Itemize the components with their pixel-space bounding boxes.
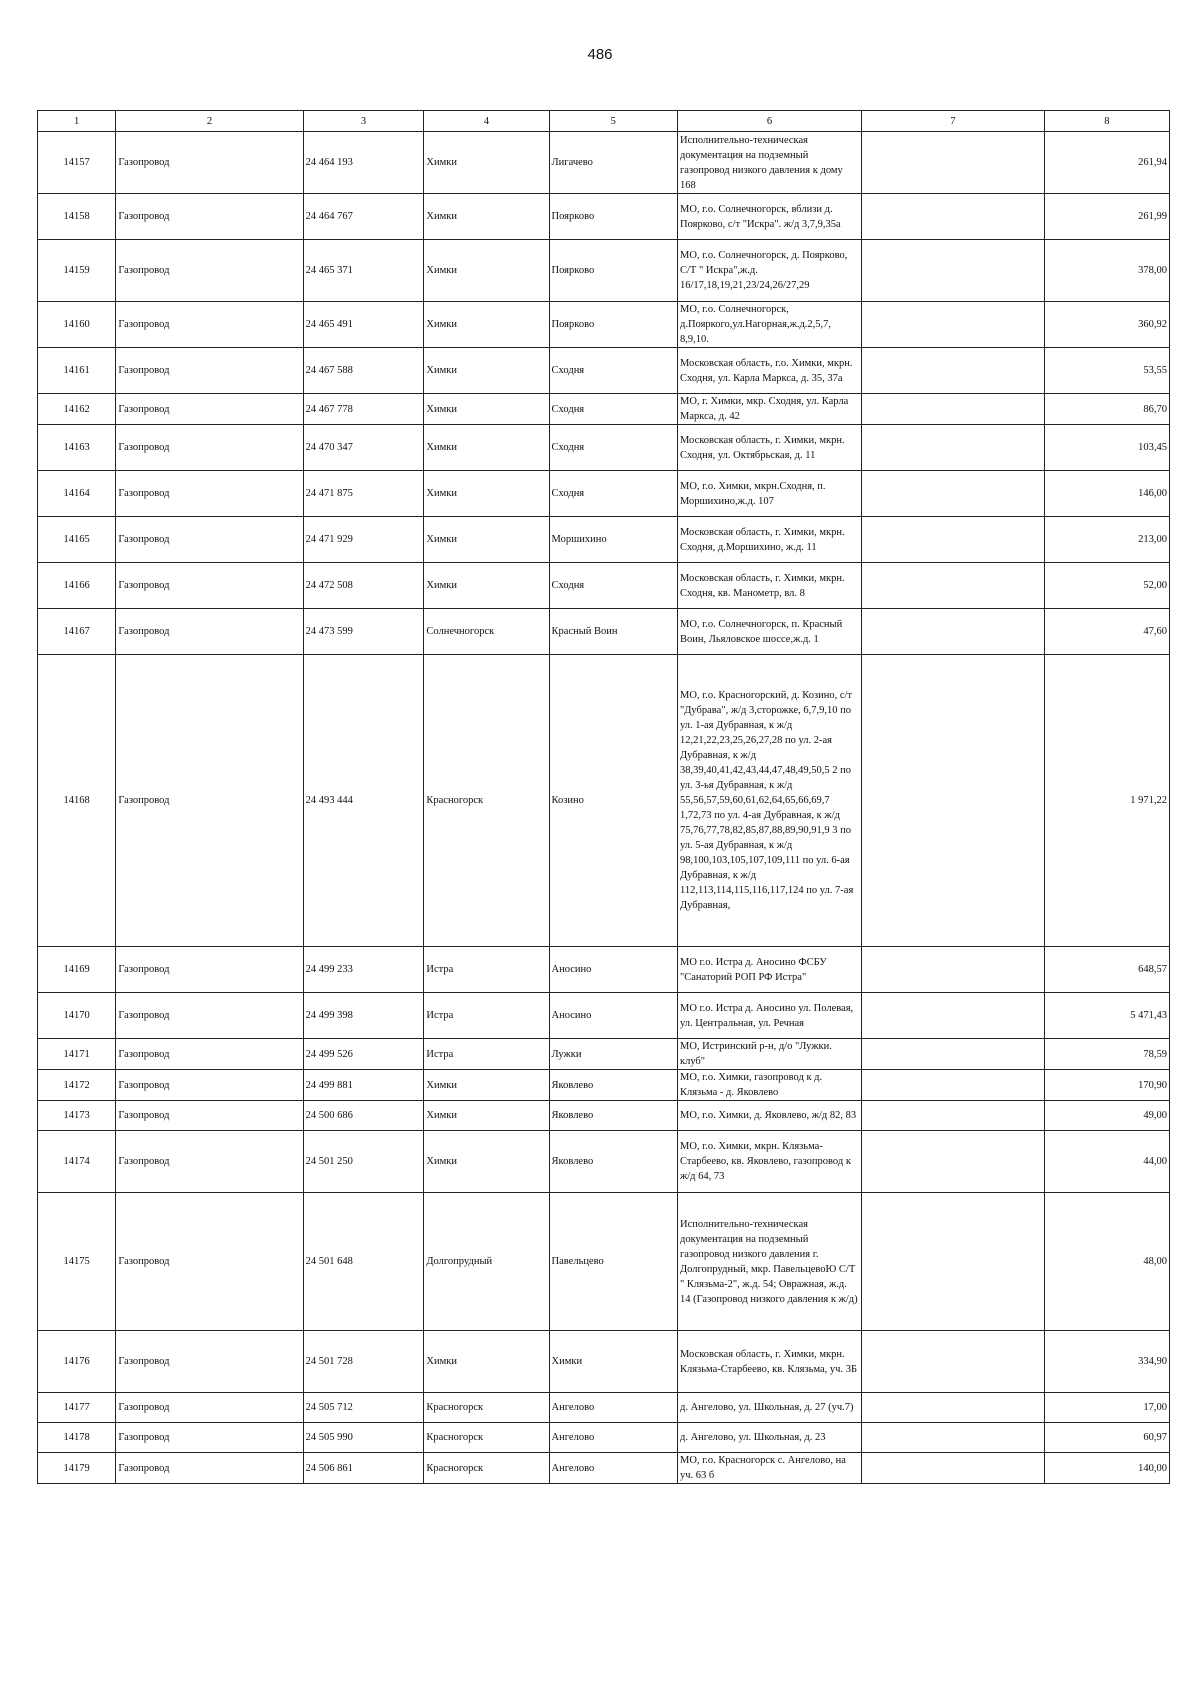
object-code-cell: 24 471 929 xyxy=(303,517,424,563)
value-cell: 60,97 xyxy=(1044,1423,1169,1453)
object-name-cell: Газопровод xyxy=(116,1101,303,1131)
object-name-cell: Газопровод xyxy=(116,1393,303,1423)
district-cell: Химки xyxy=(424,240,549,302)
district-cell: Химки xyxy=(424,1331,549,1393)
object-name-cell: Газопровод xyxy=(116,240,303,302)
object-name-cell: Газопровод xyxy=(116,425,303,471)
district-cell: Химки xyxy=(424,471,549,517)
object-name-cell: Газопровод xyxy=(116,132,303,194)
value-cell: 261,99 xyxy=(1044,194,1169,240)
address-cell: МО, г.о. Красногорский, д. Козино, с/т "Дубрава", ж/д 3,сторожке, 6,7,9,10 по ул. 1-ая Дубравная, к ж/д 12,21,22,23,25,26,27,28 по ул. 2-ая Дубравная, к ж/д 38,39,40,41,42,43,44,47,48,49,50,5 2 по ул. 3-ья Дубравная, к ж/д 55,56,57,59,60,61,62,64,65,66,69,7 1,72,73 по ул. 4-ая Дубравная, к ж/д 75,76,77,78,82,85,87,88,89,90,91,9 3 по ул. 5-ая Дубравная, к ж/д 98,100,103,105,107,109,111 по ул. 6-ая Дубравная, к ж/д 112,113,114,115,116,117,124 по ул. 7-ая Дубравная, xyxy=(677,655,861,947)
row-number-cell: 14160 xyxy=(38,302,116,348)
column-header: 2 xyxy=(116,111,303,132)
value-cell: 52,00 xyxy=(1044,563,1169,609)
note-cell xyxy=(861,132,1044,194)
column-header: 4 xyxy=(424,111,549,132)
row-number-cell: 14170 xyxy=(38,993,116,1039)
object-code-cell: 24 467 588 xyxy=(303,348,424,394)
object-code-cell: 24 499 881 xyxy=(303,1070,424,1101)
address-cell: МО, г. Химки, мкр. Сходня, ул. Карла Маркса, д. 42 xyxy=(677,394,861,425)
object-name-cell: Газопровод xyxy=(116,394,303,425)
object-code-cell: 24 499 233 xyxy=(303,947,424,993)
value-cell: 1 971,22 xyxy=(1044,655,1169,947)
locality-cell: Лужки xyxy=(549,1039,677,1070)
district-cell: Истра xyxy=(424,1039,549,1070)
locality-cell: Поярково xyxy=(549,302,677,348)
value-cell: 86,70 xyxy=(1044,394,1169,425)
table-row xyxy=(38,302,1170,348)
value-cell: 5 471,43 xyxy=(1044,993,1169,1039)
object-name-cell: Газопровод xyxy=(116,609,303,655)
object-code-cell: 24 499 526 xyxy=(303,1039,424,1070)
object-name-cell: Газопровод xyxy=(116,993,303,1039)
row-number-cell: 14165 xyxy=(38,517,116,563)
district-cell: Химки xyxy=(424,194,549,240)
table-row xyxy=(38,425,1170,471)
object-name-cell: Газопровод xyxy=(116,471,303,517)
locality-cell: Сходня xyxy=(549,563,677,609)
district-cell: Красногорск xyxy=(424,1393,549,1423)
district-cell: Химки xyxy=(424,425,549,471)
registry-table xyxy=(37,110,1170,1484)
locality-cell: Моршихино xyxy=(549,517,677,563)
object-code-cell: 24 501 728 xyxy=(303,1331,424,1393)
table-row xyxy=(38,394,1170,425)
table-row xyxy=(38,563,1170,609)
note-cell xyxy=(861,471,1044,517)
object-code-cell: 24 472 508 xyxy=(303,563,424,609)
locality-cell: Сходня xyxy=(549,471,677,517)
object-code-cell: 24 500 686 xyxy=(303,1101,424,1131)
locality-cell: Химки xyxy=(549,1331,677,1393)
object-name-cell: Газопровод xyxy=(116,947,303,993)
object-code-cell: 24 465 491 xyxy=(303,302,424,348)
table-row xyxy=(38,240,1170,302)
district-cell: Химки xyxy=(424,302,549,348)
object-name-cell: Газопровод xyxy=(116,1331,303,1393)
object-name-cell: Газопровод xyxy=(116,1070,303,1101)
value-cell: 49,00 xyxy=(1044,1101,1169,1131)
district-cell: Красногорск xyxy=(424,1453,549,1484)
value-cell: 44,00 xyxy=(1044,1131,1169,1193)
value-cell: 103,45 xyxy=(1044,425,1169,471)
object-name-cell: Газопровод xyxy=(116,1193,303,1331)
object-code-cell: 24 471 875 xyxy=(303,471,424,517)
table-row xyxy=(38,947,1170,993)
locality-cell: Яковлево xyxy=(549,1101,677,1131)
row-number-cell: 14174 xyxy=(38,1131,116,1193)
locality-cell: Сходня xyxy=(549,394,677,425)
locality-cell: Аносино xyxy=(549,947,677,993)
object-code-cell: 24 505 990 xyxy=(303,1423,424,1453)
row-number-cell: 14176 xyxy=(38,1331,116,1393)
value-cell: 378,00 xyxy=(1044,240,1169,302)
value-cell: 53,55 xyxy=(1044,348,1169,394)
row-number-cell: 14164 xyxy=(38,471,116,517)
district-cell: Химки xyxy=(424,517,549,563)
value-cell: 47,60 xyxy=(1044,609,1169,655)
object-code-cell: 24 501 648 xyxy=(303,1193,424,1331)
table-row xyxy=(38,1039,1170,1070)
value-cell: 261,94 xyxy=(1044,132,1169,194)
column-number-row xyxy=(38,111,1170,132)
note-cell xyxy=(861,655,1044,947)
district-cell: Химки xyxy=(424,132,549,194)
address-cell: Московская область, г.о. Химки, мкрн. Сходня, ул. Карла Маркса, д. 35, 37а xyxy=(677,348,861,394)
row-number-cell: 14175 xyxy=(38,1193,116,1331)
table-row xyxy=(38,993,1170,1039)
value-cell: 334,90 xyxy=(1044,1331,1169,1393)
district-cell: Долгопрудный xyxy=(424,1193,549,1331)
object-name-cell: Газопровод xyxy=(116,1131,303,1193)
note-cell xyxy=(861,425,1044,471)
district-cell: Химки xyxy=(424,563,549,609)
locality-cell: Поярково xyxy=(549,240,677,302)
district-cell: Истра xyxy=(424,993,549,1039)
object-code-cell: 24 467 778 xyxy=(303,394,424,425)
row-number-cell: 14166 xyxy=(38,563,116,609)
column-header: 5 xyxy=(549,111,677,132)
address-cell: МО г.о. Истра д. Аносино ул. Полевая, ул. Центральная, ул. Речная xyxy=(677,993,861,1039)
object-name-cell: Газопровод xyxy=(116,563,303,609)
address-cell: МО, г.о. Солнечногорск, д. Поярково, С/Т " Искра",ж.д. 16/17,18,19,21,23/24,26/27,29 xyxy=(677,240,861,302)
table-row xyxy=(38,609,1170,655)
note-cell xyxy=(861,394,1044,425)
column-header: 1 xyxy=(38,111,116,132)
object-code-cell: 24 506 861 xyxy=(303,1453,424,1484)
note-cell xyxy=(861,1131,1044,1193)
row-number-cell: 14161 xyxy=(38,348,116,394)
column-header: 6 xyxy=(677,111,861,132)
address-cell: Московская область, г. Химки, мкрн. Сходня, д.Моршихино, ж.д. 11 xyxy=(677,517,861,563)
address-cell: МО, г.о. Химки, д. Яковлево, ж/д 82, 83 xyxy=(677,1101,861,1131)
address-cell: Московская область, г. Химки, мкрн. Сходня, кв. Манометр, вл. 8 xyxy=(677,563,861,609)
note-cell xyxy=(861,1193,1044,1331)
address-cell: Московская область, г. Химки, мкрн. Клязьма-Старбеево, кв. Клязьма, уч. 3Б xyxy=(677,1331,861,1393)
row-number-cell: 14159 xyxy=(38,240,116,302)
page-number: 486 xyxy=(587,46,613,63)
column-header: 8 xyxy=(1044,111,1169,132)
address-cell: Исполнительно-техническая документация на подземный газопровод низкого давления г. Долгопрудный, мкр. ПавельцевоЮ С/Т " Клязьма-2", ж.д. 54; Овражная, ж.д. 14 (Газопровод низкого давления к ж/д) xyxy=(677,1193,861,1331)
locality-cell: Ангелово xyxy=(549,1393,677,1423)
district-cell: Истра xyxy=(424,947,549,993)
row-number-cell: 14173 xyxy=(38,1101,116,1131)
table-row xyxy=(38,1393,1170,1423)
table-row xyxy=(38,1453,1170,1484)
note-cell xyxy=(861,1039,1044,1070)
address-cell: МО, Истринский р-н, д/о "Лужки. клуб" xyxy=(677,1039,861,1070)
note-cell xyxy=(861,1070,1044,1101)
district-cell: Химки xyxy=(424,348,549,394)
district-cell: Химки xyxy=(424,1131,549,1193)
row-number-cell: 14169 xyxy=(38,947,116,993)
value-cell: 170,90 xyxy=(1044,1070,1169,1101)
address-cell: Московская область, г. Химки, мкрн. Сходня, ул. Октябрьская, д. 11 xyxy=(677,425,861,471)
address-cell: МО, г.о. Химки, мкрн. Клязьма-Старбеево, кв. Яковлево, газопровод к ж/д 64, 73 xyxy=(677,1131,861,1193)
note-cell xyxy=(861,993,1044,1039)
row-number-cell: 14168 xyxy=(38,655,116,947)
column-header: 7 xyxy=(861,111,1044,132)
object-name-cell: Газопровод xyxy=(116,302,303,348)
note-cell xyxy=(861,563,1044,609)
locality-cell: Яковлево xyxy=(549,1131,677,1193)
value-cell: 648,57 xyxy=(1044,947,1169,993)
note-cell xyxy=(861,194,1044,240)
address-cell: д. Ангелово, ул. Школьная, д. 23 xyxy=(677,1423,861,1453)
table-row xyxy=(38,1423,1170,1453)
district-cell: Солнечногорск xyxy=(424,609,549,655)
object-code-cell: 24 493 444 xyxy=(303,655,424,947)
table-row xyxy=(38,471,1170,517)
row-number-cell: 14162 xyxy=(38,394,116,425)
table-row xyxy=(38,194,1170,240)
value-cell: 213,00 xyxy=(1044,517,1169,563)
row-number-cell: 14167 xyxy=(38,609,116,655)
value-cell: 78,59 xyxy=(1044,1039,1169,1070)
column-header: 3 xyxy=(303,111,424,132)
object-name-cell: Газопровод xyxy=(116,655,303,947)
locality-cell: Сходня xyxy=(549,348,677,394)
object-name-cell: Газопровод xyxy=(116,348,303,394)
row-number-cell: 14179 xyxy=(38,1453,116,1484)
note-cell xyxy=(861,947,1044,993)
locality-cell: Поярково xyxy=(549,194,677,240)
address-cell: МО г.о. Истра д. Аносино ФСБУ "Санаторий РОП РФ Истра" xyxy=(677,947,861,993)
note-cell xyxy=(861,1393,1044,1423)
registry-body xyxy=(38,132,1170,1484)
object-code-cell: 24 505 712 xyxy=(303,1393,424,1423)
row-number-cell: 14171 xyxy=(38,1039,116,1070)
address-cell: МО, г.о. Красногорск с. Ангелово, на уч. 63 б xyxy=(677,1453,861,1484)
address-cell: МО, г.о. Солнечногорск, д.Пояркого,ул.Нагорная,ж.д.2,5,7, 8,9,10. xyxy=(677,302,861,348)
object-name-cell: Газопровод xyxy=(116,1453,303,1484)
table-row xyxy=(38,132,1170,194)
object-code-cell: 24 501 250 xyxy=(303,1131,424,1193)
locality-cell: Яковлево xyxy=(549,1070,677,1101)
address-cell: МО, г.о. Химки, газопровод к д. Клязьма - д. Яковлево xyxy=(677,1070,861,1101)
row-number-cell: 14178 xyxy=(38,1423,116,1453)
value-cell: 17,00 xyxy=(1044,1393,1169,1423)
note-cell xyxy=(861,609,1044,655)
note-cell xyxy=(861,1101,1044,1131)
district-cell: Красногорск xyxy=(424,1423,549,1453)
value-cell: 146,00 xyxy=(1044,471,1169,517)
object-name-cell: Газопровод xyxy=(116,517,303,563)
table-row xyxy=(38,655,1170,947)
table-row xyxy=(38,1193,1170,1331)
table-row xyxy=(38,1331,1170,1393)
note-cell xyxy=(861,1331,1044,1393)
locality-cell: Аносино xyxy=(549,993,677,1039)
row-number-cell: 14158 xyxy=(38,194,116,240)
object-name-cell: Газопровод xyxy=(116,194,303,240)
value-cell: 360,92 xyxy=(1044,302,1169,348)
table-row xyxy=(38,1131,1170,1193)
note-cell xyxy=(861,348,1044,394)
value-cell: 48,00 xyxy=(1044,1193,1169,1331)
district-cell: Химки xyxy=(424,394,549,425)
address-cell: МО, г.о. Солнечногорск, вблизи д. Поярково, с/т "Искра". ж/д 3,7,9,35а xyxy=(677,194,861,240)
object-code-cell: 24 464 767 xyxy=(303,194,424,240)
object-code-cell: 24 499 398 xyxy=(303,993,424,1039)
table-row xyxy=(38,1101,1170,1131)
locality-cell: Павельцево xyxy=(549,1193,677,1331)
row-number-cell: 14163 xyxy=(38,425,116,471)
note-cell xyxy=(861,302,1044,348)
object-name-cell: Газопровод xyxy=(116,1423,303,1453)
locality-cell: Ангелово xyxy=(549,1423,677,1453)
object-code-cell: 24 470 347 xyxy=(303,425,424,471)
row-number-cell: 14177 xyxy=(38,1393,116,1423)
locality-cell: Красный Воин xyxy=(549,609,677,655)
table-row xyxy=(38,1070,1170,1101)
object-code-cell: 24 473 599 xyxy=(303,609,424,655)
locality-cell: Козино xyxy=(549,655,677,947)
note-cell xyxy=(861,517,1044,563)
locality-cell: Ангелово xyxy=(549,1453,677,1484)
district-cell: Химки xyxy=(424,1101,549,1131)
note-cell xyxy=(861,1453,1044,1484)
object-code-cell: 24 465 371 xyxy=(303,240,424,302)
object-code-cell: 24 464 193 xyxy=(303,132,424,194)
district-cell: Химки xyxy=(424,1070,549,1101)
object-name-cell: Газопровод xyxy=(116,1039,303,1070)
note-cell xyxy=(861,240,1044,302)
value-cell: 140,00 xyxy=(1044,1453,1169,1484)
address-cell: Исполнительно-техническая документация на подземный газопровод низкого давления к дому 168 xyxy=(677,132,861,194)
table-row xyxy=(38,348,1170,394)
table-row xyxy=(38,517,1170,563)
address-cell: д. Ангелово, ул. Школьная, д. 27 (уч.7) xyxy=(677,1393,861,1423)
address-cell: МО, г.о. Химки, мкрн.Сходня, п. Моршихино,ж.д. 107 xyxy=(677,471,861,517)
note-cell xyxy=(861,1423,1044,1453)
district-cell: Красногорск xyxy=(424,655,549,947)
locality-cell: Сходня xyxy=(549,425,677,471)
locality-cell: Лигачево xyxy=(549,132,677,194)
row-number-cell: 14157 xyxy=(38,132,116,194)
row-number-cell: 14172 xyxy=(38,1070,116,1101)
address-cell: МО, г.о. Солнечногорск, п. Красный Воин, Льяловское шоссе,ж.д. 1 xyxy=(677,609,861,655)
